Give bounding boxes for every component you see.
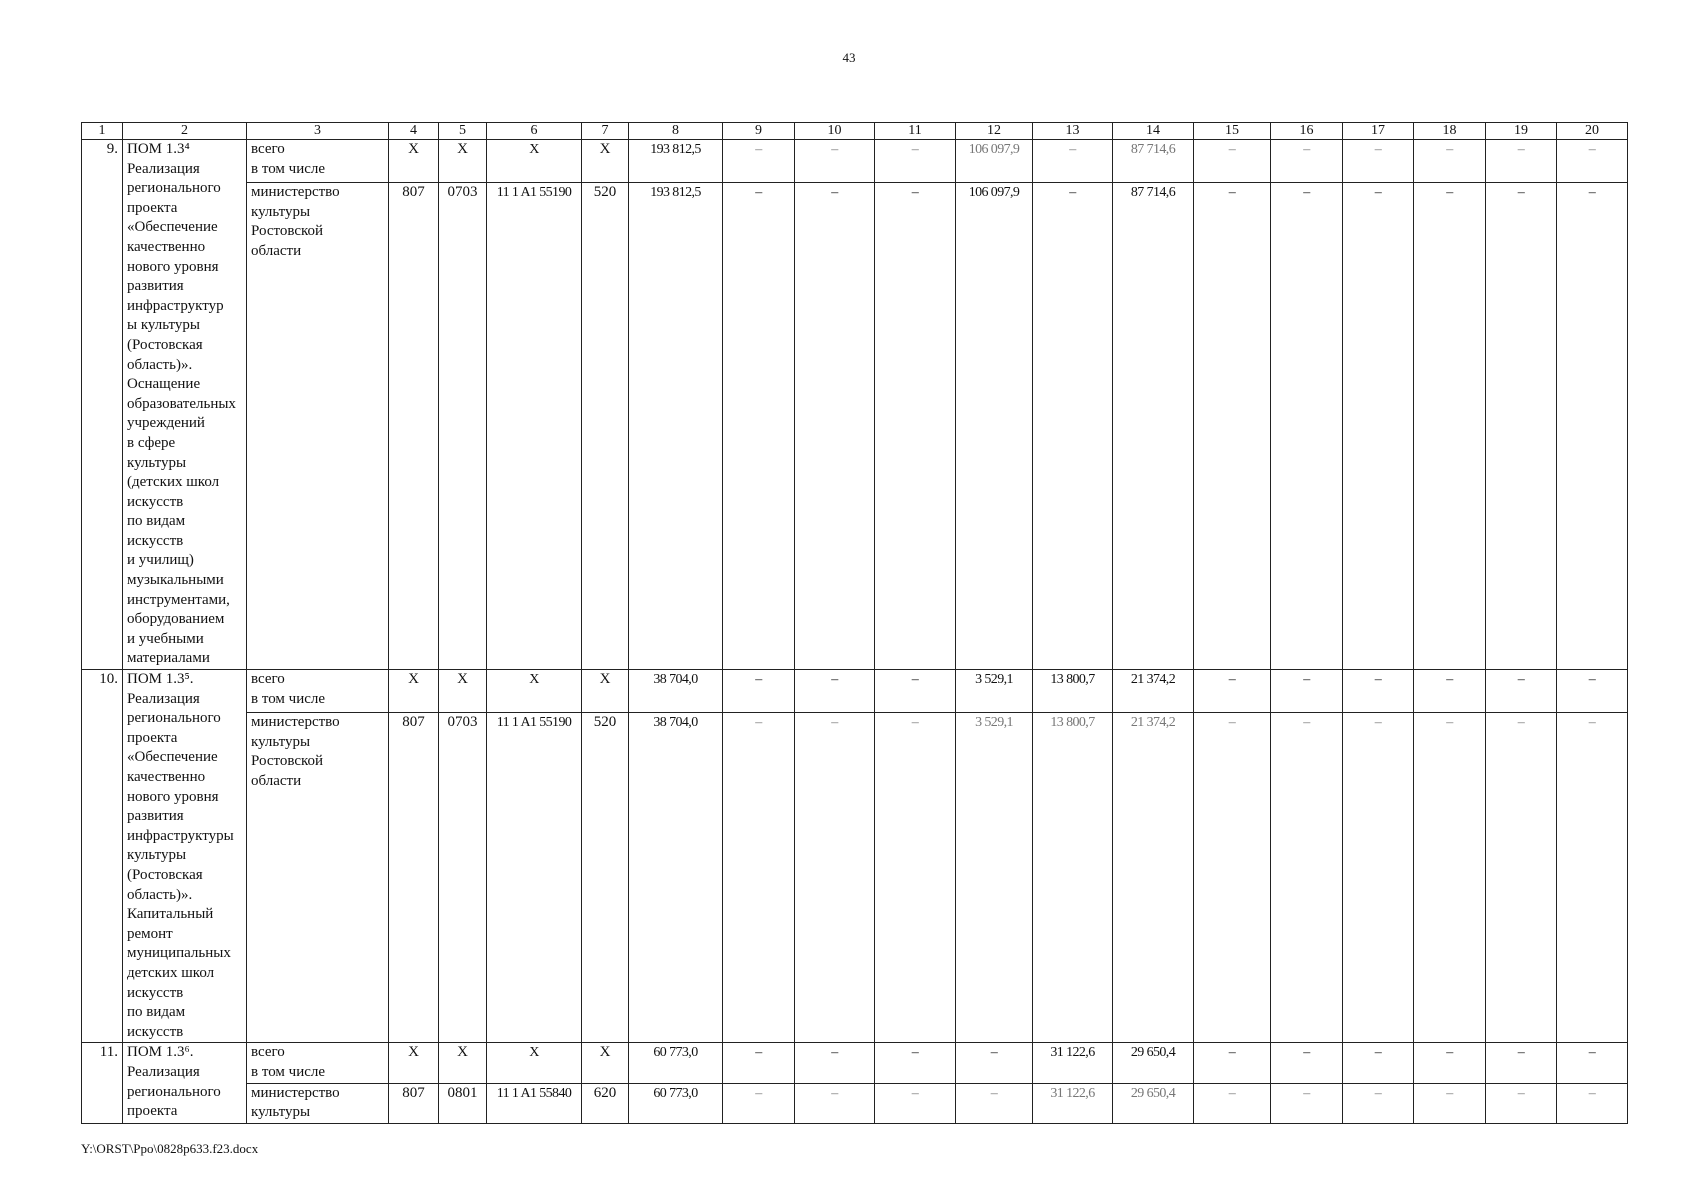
value-cell-col-19: –	[1486, 1043, 1557, 1083]
value-cell-col-9: –	[723, 670, 795, 713]
value-cell-col-11: –	[875, 183, 956, 670]
value-cell-col-18: –	[1414, 1083, 1486, 1123]
value-cell-col-4: X	[389, 670, 439, 713]
executor-label: всего в том числе	[247, 140, 389, 183]
executor-label: министерство культуры	[247, 1083, 389, 1123]
column-header-6: 6	[487, 123, 582, 140]
value-cell-col-19: –	[1486, 713, 1557, 1043]
value-cell-col-15: –	[1194, 1083, 1271, 1123]
row-number: 11.	[82, 1043, 123, 1123]
value-cell-col-17: –	[1343, 1083, 1414, 1123]
value-cell-col-7: X	[582, 140, 629, 183]
value-cell-col-11: –	[875, 140, 956, 183]
value-cell-col-6: 11 1 A1 55840	[487, 1083, 582, 1123]
value-cell-col-13: –	[1033, 140, 1113, 183]
column-header-19: 19	[1486, 123, 1557, 140]
value-cell-col-4: X	[389, 140, 439, 183]
value-cell-col-8: 60 773,0	[629, 1043, 723, 1083]
value-cell-col-5: 0703	[439, 183, 487, 670]
column-header-16: 16	[1271, 123, 1343, 140]
value-cell-col-20: –	[1557, 183, 1628, 670]
row-number: 9.	[82, 140, 123, 670]
value-cell-col-11: –	[875, 1083, 956, 1123]
value-cell-col-6: 11 1 A1 55190	[487, 183, 582, 670]
value-cell-col-12: 106 097,9	[956, 140, 1033, 183]
value-cell-col-20: –	[1557, 140, 1628, 183]
value-cell-col-19: –	[1486, 183, 1557, 670]
measure-description: ПОМ 1.3⁶. Реализация регионального проекта	[123, 1043, 247, 1123]
value-cell-col-19: –	[1486, 1083, 1557, 1123]
value-cell-col-7: X	[582, 1043, 629, 1083]
value-cell-col-14: 29 650,4	[1113, 1083, 1194, 1123]
value-cell-col-4: 807	[389, 1083, 439, 1123]
table-row-r10-ministry	[82, 713, 1628, 1043]
column-header-5: 5	[439, 123, 487, 140]
value-cell-col-7: 520	[582, 183, 629, 670]
value-cell-col-18: –	[1414, 183, 1486, 670]
value-cell-col-15: –	[1194, 1043, 1271, 1083]
value-cell-col-20: –	[1557, 1083, 1628, 1123]
value-cell-col-10: –	[795, 713, 875, 1043]
column-header-12: 12	[956, 123, 1033, 140]
value-cell-col-17: –	[1343, 140, 1414, 183]
value-cell-col-11: –	[875, 713, 956, 1043]
value-cell-col-4: X	[389, 1043, 439, 1083]
column-header-18: 18	[1414, 123, 1486, 140]
value-cell-col-10: –	[795, 1083, 875, 1123]
value-cell-col-17: –	[1343, 670, 1414, 713]
column-header-13: 13	[1033, 123, 1113, 140]
value-cell-col-9: –	[723, 140, 795, 183]
value-cell-col-17: –	[1343, 183, 1414, 670]
value-cell-col-16: –	[1271, 140, 1343, 183]
value-cell-col-6: 11 1 A1 55190	[487, 713, 582, 1043]
value-cell-col-18: –	[1414, 140, 1486, 183]
value-cell-col-4: 807	[389, 183, 439, 670]
value-cell-col-7: X	[582, 670, 629, 713]
value-cell-col-11: –	[875, 1043, 956, 1083]
value-cell-col-12: 3 529,1	[956, 713, 1033, 1043]
table-row-r11-ministry	[82, 1083, 1628, 1123]
value-cell-col-15: –	[1194, 183, 1271, 670]
table-row-r9-ministry	[82, 183, 1628, 670]
value-cell-col-15: –	[1194, 713, 1271, 1043]
value-cell-col-5: 0801	[439, 1083, 487, 1123]
executor-label: министерство культуры Ростовской области	[247, 713, 389, 1043]
value-cell-col-18: –	[1414, 1043, 1486, 1083]
value-cell-col-17: –	[1343, 713, 1414, 1043]
value-cell-col-14: 87 714,6	[1113, 183, 1194, 670]
value-cell-col-16: –	[1271, 1083, 1343, 1123]
budget-table	[81, 122, 1628, 1124]
value-cell-col-6: X	[487, 140, 582, 183]
header-row	[82, 123, 1628, 140]
value-cell-col-7: 620	[582, 1083, 629, 1123]
value-cell-col-16: –	[1271, 713, 1343, 1043]
value-cell-col-8: 38 704,0	[629, 713, 723, 1043]
table-row-r9-total	[82, 140, 1628, 183]
value-cell-col-16: –	[1271, 183, 1343, 670]
value-cell-col-20: –	[1557, 1043, 1628, 1083]
column-header-3: 3	[247, 123, 389, 140]
column-header-15: 15	[1194, 123, 1271, 140]
value-cell-col-20: –	[1557, 713, 1628, 1043]
value-cell-col-8: 38 704,0	[629, 670, 723, 713]
value-cell-col-20: –	[1557, 670, 1628, 713]
value-cell-col-13: 31 122,6	[1033, 1083, 1113, 1123]
column-header-7: 7	[582, 123, 629, 140]
executor-label: всего в том числе	[247, 670, 389, 713]
value-cell-col-6: X	[487, 1043, 582, 1083]
table-body	[82, 123, 1628, 1124]
value-cell-col-9: –	[723, 183, 795, 670]
value-cell-col-9: –	[723, 1083, 795, 1123]
value-cell-col-17: –	[1343, 1043, 1414, 1083]
value-cell-col-8: 193 812,5	[629, 140, 723, 183]
value-cell-col-5: 0703	[439, 713, 487, 1043]
value-cell-col-13: 31 122,6	[1033, 1043, 1113, 1083]
column-header-9: 9	[723, 123, 795, 140]
value-cell-col-12: –	[956, 1083, 1033, 1123]
value-cell-col-18: –	[1414, 713, 1486, 1043]
value-cell-col-5: X	[439, 670, 487, 713]
value-cell-col-10: –	[795, 1043, 875, 1083]
value-cell-col-12: 3 529,1	[956, 670, 1033, 713]
value-cell-col-13: –	[1033, 183, 1113, 670]
value-cell-col-7: 520	[582, 713, 629, 1043]
value-cell-col-19: –	[1486, 670, 1557, 713]
value-cell-col-16: –	[1271, 1043, 1343, 1083]
value-cell-col-15: –	[1194, 140, 1271, 183]
column-header-10: 10	[795, 123, 875, 140]
value-cell-col-10: –	[795, 183, 875, 670]
executor-label: министерство культуры Ростовской области	[247, 183, 389, 670]
measure-description: ПОМ 1.3⁴ Реализация регионального проекта «Обеспечение качественно нового уровня развития инфраструктур ы культуры (Ростовская область)». Оснащение образовательных учреждений в сфере культуры (детских школ искусств по видам искусств и училищ) музыкальными инструментами, оборудованием и учебными материалами	[123, 140, 247, 670]
value-cell-col-16: –	[1271, 670, 1343, 713]
value-cell-col-15: –	[1194, 670, 1271, 713]
executor-label: всего в том числе	[247, 1043, 389, 1083]
column-header-2: 2	[123, 123, 247, 140]
value-cell-col-5: X	[439, 1043, 487, 1083]
value-cell-col-18: –	[1414, 670, 1486, 713]
value-cell-col-8: 193 812,5	[629, 183, 723, 670]
value-cell-col-12: –	[956, 1043, 1033, 1083]
column-header-8: 8	[629, 123, 723, 140]
value-cell-col-10: –	[795, 140, 875, 183]
value-cell-col-14: 29 650,4	[1113, 1043, 1194, 1083]
value-cell-col-5: X	[439, 140, 487, 183]
value-cell-col-12: 106 097,9	[956, 183, 1033, 670]
value-cell-col-11: –	[875, 670, 956, 713]
value-cell-col-4: 807	[389, 713, 439, 1043]
value-cell-col-9: –	[723, 1043, 795, 1083]
row-number: 10.	[82, 670, 123, 1043]
column-header-4: 4	[389, 123, 439, 140]
value-cell-col-14: 21 374,2	[1113, 670, 1194, 713]
table-row-r10-total	[82, 670, 1628, 713]
table-row-r11-total	[82, 1043, 1628, 1083]
column-header-20: 20	[1557, 123, 1628, 140]
column-header-1: 1	[82, 123, 123, 140]
value-cell-col-14: 87 714,6	[1113, 140, 1194, 183]
measure-description: ПОМ 1.3⁵. Реализация регионального проекта «Обеспечение качественно нового уровня развития инфраструктуры культуры (Ростовская область)». Капитальный ремонт муниципальных детских школ искусств по видам искусств	[123, 670, 247, 1043]
value-cell-col-13: 13 800,7	[1033, 713, 1113, 1043]
column-header-14: 14	[1113, 123, 1194, 140]
column-header-17: 17	[1343, 123, 1414, 140]
value-cell-col-9: –	[723, 713, 795, 1043]
value-cell-col-10: –	[795, 670, 875, 713]
column-header-11: 11	[875, 123, 956, 140]
value-cell-col-19: –	[1486, 140, 1557, 183]
value-cell-col-14: 21 374,2	[1113, 713, 1194, 1043]
file-path-footer: Y:\ORST\Ppo\0828p633.f23.docx	[81, 1141, 259, 1156]
value-cell-col-13: 13 800,7	[1033, 670, 1113, 713]
value-cell-col-6: X	[487, 670, 582, 713]
value-cell-col-8: 60 773,0	[629, 1083, 723, 1123]
page-number: 43	[842, 50, 856, 65]
